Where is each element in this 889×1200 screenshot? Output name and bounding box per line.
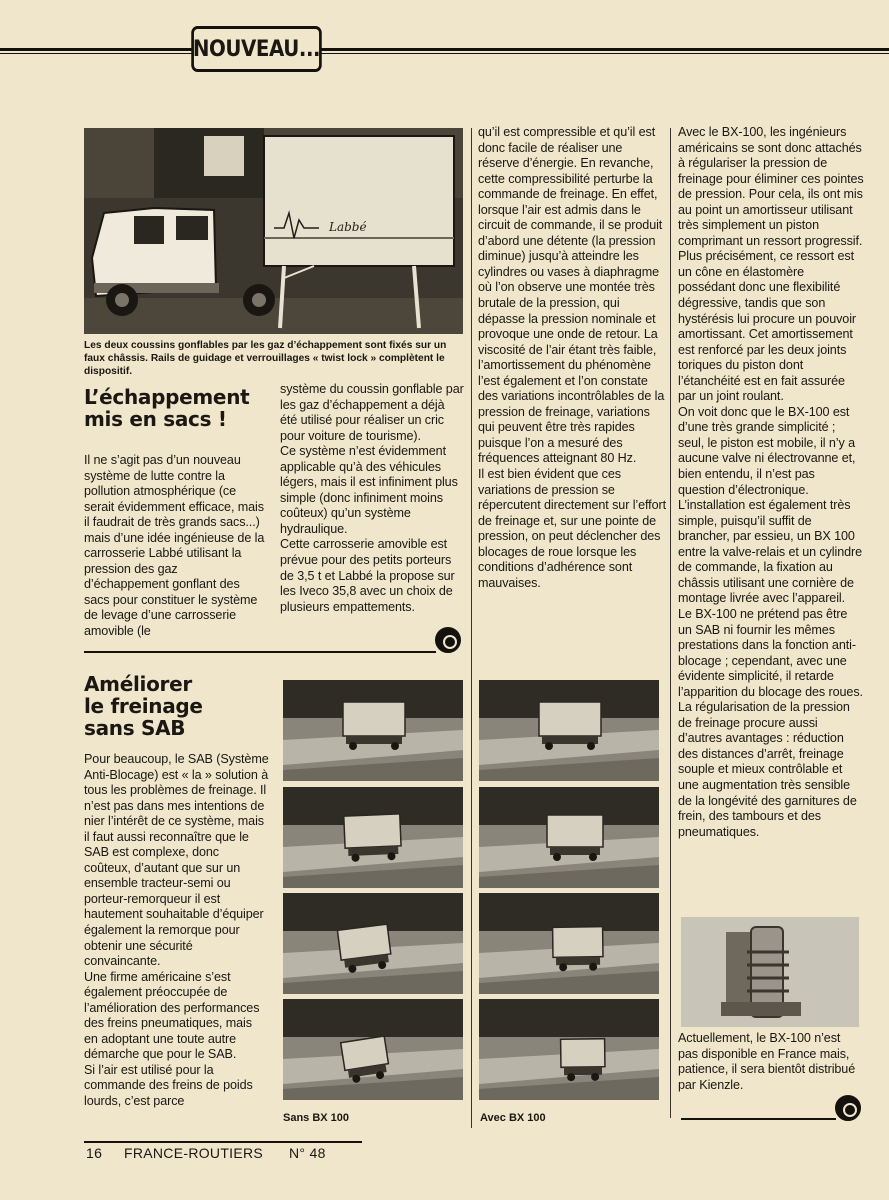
test-track-photo	[283, 787, 463, 888]
article2-col3-p2: Il est bien évident que ces variations de pression se répercutent directement sur l’effort de freinage et, sur une pointe de pression, on peut déclencher des blocages de roue lorsque les conditions d’adhérence sont mauvaises.	[478, 467, 666, 590]
test-track-photo	[479, 999, 659, 1100]
test-track-photo	[479, 787, 659, 888]
article2-col3	[478, 125, 666, 591]
article1-col2-p2: Ce système n’est évidemment applicable qu’à des véhicules légers, mais il est infiniment plus simple (donc infiniment moins coûteux) qu’un système hydraulique.	[280, 444, 458, 536]
article2-col4-p2: On voit donc que le BX-100 est d’une très grande simplicité ; seul, le piston est mobile, il n’y a aucune valve ni électrovanne et, bien entendu, il n’est pas question d’électronique.	[678, 404, 856, 497]
article1-col2-p3: Cette carrosserie amovible est prévue pour des petits porteurs de 3,5 t et Labbé la propose sur les Iveco 35,8 avec un choix de plusieurs empattements.	[280, 537, 455, 614]
photo-caption-1: Les deux coussins gonflables par les gaz d’échappement sont fixés sur un faux châssis. Rails de guidage et verrouillages « twist lock » complètent le dispositif.	[84, 340, 447, 378]
article1-col1	[84, 453, 265, 640]
label-avec-bx100: Avec BX 100	[480, 1112, 546, 1124]
article2-col1-p2: Une firme américaine s’est également préoccupée de l’amélioration des performances des freins pneumatiques, mais en adoptant une toute autre démarche que pour le SAB.	[84, 969, 260, 1062]
article2-col4-p3: L’installation est également très simple, puisqu’il suffit de brancher, par essieu, un BX 100 entre la valve-relais et un cylindre de commande, la fixation au châssis utilisant une cornière de montage livrée avec l’appareil.	[678, 498, 862, 606]
footer-rule	[84, 1141, 362, 1143]
magazine-name: FRANCE-ROUTIERS	[124, 1145, 264, 1161]
article1-end-mark-icon	[435, 627, 461, 653]
test-track-photo	[479, 893, 659, 994]
article2-col4	[678, 125, 864, 840]
article2-title	[84, 673, 274, 739]
label-sans-bx100: Sans BX 100	[283, 1112, 350, 1124]
header-rule-thin	[0, 53, 889, 54]
article2-title-line3: sans SAB	[84, 716, 186, 740]
article2-col1	[84, 752, 269, 1110]
article2-col4-p1: Avec le BX-100, les ingénieurs américains se sont donc attachés à régulariser la pression de freinage pour éliminer ces pointes de pression. Pour cela, ils ont mis au point un amortisseur utilisant très simplement un piston comprimant un ressort progressif. Plus précisément, ce ressort est un cône en élastomère possédant donc une flexibilité dégressive, tandis que son hystérésis lui procure un pouvoir amortissant. Cet amortissement est renforcé par les deux joints toriques du piston dont l’étanchéité est en fait assurée par un joint roulant.	[678, 125, 864, 404]
page-number: 16	[86, 1145, 103, 1161]
column-rule	[471, 128, 472, 1128]
column-rule	[670, 128, 671, 1118]
article1-col2	[280, 382, 465, 615]
truck-photo	[84, 128, 463, 334]
test-track-photo	[283, 893, 463, 994]
article2-title-line1: Améliorer	[84, 672, 192, 696]
article1-title-line2: mis en sacs !	[84, 407, 227, 431]
article2-end-rule	[681, 1118, 836, 1120]
article1-end-rule	[84, 651, 436, 653]
article1-col1-text: Il ne s’agit pas d’un nouveau système de lutte contre la pollution atmosphérique (ce serait évidemment efficace, mais il faudrait de très grands sacs...) mais d’une idée ingénieuse de la carrosserie Labbé utilisant la pression des gaz d’échappement gonflant des sacs pour constituer le système de levage d’une carrosserie amovible (le	[84, 453, 265, 639]
article2-col1-p1: Pour beaucoup, le SAB (Système Anti-Blocage) est « la » solution à tous les problèmes de freinage. Il n’est pas dans mes intentions de nier l’intérêt de ce système, mais il faut aussi reconnaître que le SAB est complexe, donc coûteux, d’autant que sur un ensemble tracteur-semi ou porteur-remorqueur il est hautement souhaitable d’équiper également la remorque pour obtenir une sécurité convaincante.	[84, 752, 269, 969]
test-track-photo	[283, 999, 463, 1100]
article1-title	[84, 386, 274, 430]
bx100-caption: Actuellement, le BX-100 n’est pas disponible en France mais, patience, il sera bientôt distribué par Kienzle.	[678, 1031, 856, 1092]
header-rule	[0, 48, 889, 51]
article1-title-line1: L’échappement	[84, 385, 250, 409]
test-track-photo	[479, 680, 659, 781]
issue-number: N° 48	[289, 1145, 326, 1161]
article2-col4-p4: Le BX-100 ne prétend pas être un SAB ni fournir les mêmes prestations dans la fonction anti-blocage ; cependant, avec une évidente simplicité, il retarde l’apparition du blocage des roues. La régularisation de la pression de freinage procure aussi d’autres avantages : réduction des distances d’arrêt, freinage souple et mieux contrôlable et une augmentation très sensible de la longévité des garnitures de frein, des tambours et des pneumatiques.	[678, 606, 863, 839]
section-rubric: NOUVEAU...	[191, 26, 322, 72]
bx100-device-photo	[681, 917, 859, 1027]
test-track-photo	[283, 680, 463, 781]
article2-col1-p3: Si l’air est utilisé pour la commande des freins de poids lourds, c’est parce	[84, 1062, 253, 1109]
article2-col3-p1: qu’il est compressible et qu’il est donc facile de réaliser une réserve d’énergie. En revanche, cette compressibilité perturbe la commande de freinage. En effet, lorsque l’air est admis dans le circuit de commande, il se produit d’abord une détente (la pression diminue) jusqu’à atteindre les cylindres ou vases à diaphragme où l’on observe une montée très brutale de la pression, qui dépasse la pression nominale et provoque une onde de retour. La viscosité de l’air étant très faible, l’amortissement du phénomène l’est également et l’on constate des variations incontrôlables de la pression de freinage, variations qui peuvent être très rapides puisque l’on a mesuré des fréquences atteignant 80 Hz.	[478, 125, 665, 466]
article2-end-mark-icon	[835, 1095, 861, 1121]
article1-col2-p1: système du coussin gonflable par les gaz d’échappement a déjà été utilisé pour réaliser un cric pour voiture de tourisme).	[280, 382, 464, 443]
article2-title-line2: le freinage	[84, 694, 203, 718]
labbe-logo: Labbé	[329, 220, 367, 234]
